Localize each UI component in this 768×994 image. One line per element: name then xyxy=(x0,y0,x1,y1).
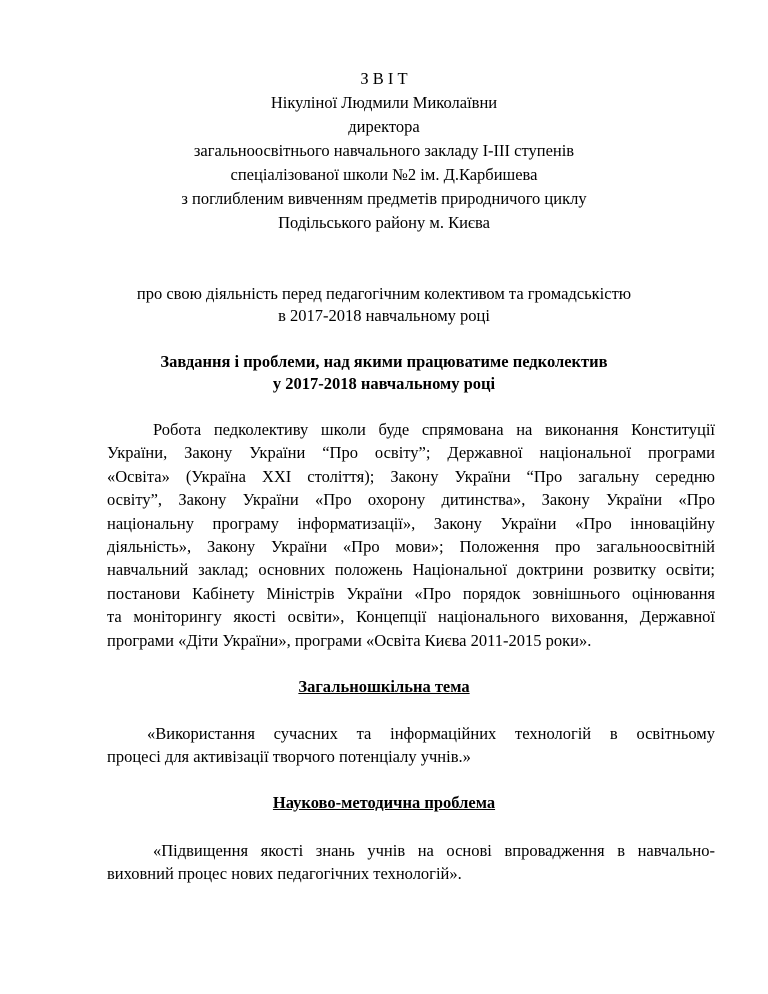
school-line-4: Подільського району м. Києва xyxy=(278,213,490,232)
paragraph-line: національну програму інформатизації», Закону України «Про інноваційну xyxy=(107,513,715,533)
paragraph-line: України, Закону України “Про освіту”; Державної національної програми xyxy=(107,443,715,463)
subtitle-line-1: про свою діяльність перед педагогічним колективом та громадськістю xyxy=(136,284,632,303)
paragraph-line: постанови Кабінету Міністрів України «Про порядок зовнішнього оцінювання xyxy=(107,583,715,603)
paragraph-line: «Освіта» (Україна ХХІ століття); Закону України “Про загальну середню xyxy=(107,466,715,486)
tasks-heading-line-2: у 2017-2018 навчальному році xyxy=(272,374,496,393)
methodical-problem-heading: Науково-методична проблема xyxy=(272,793,496,812)
report-title: З В І Т xyxy=(360,69,408,88)
school-line-2: спеціалізованої школи №2 ім. Д.Карбишева xyxy=(230,165,538,184)
school-theme-heading: Загальношкільна тема xyxy=(298,677,470,696)
school-line-1: загальноосвітнього навчального закладу І-ІІІ ступенів xyxy=(193,141,575,160)
school-theme-text xyxy=(107,722,715,769)
subtitle-line-2: в 2017-2018 навчальному році xyxy=(278,306,490,325)
author-name: Нікуліної Людмили Миколаївни xyxy=(270,93,498,112)
tasks-heading-line-1: Завдання і проблеми, над якими працюватиме педколектив xyxy=(160,352,608,371)
paragraph-line: освіту”, Закону України «Про охорону дитинства», Закону України «Про xyxy=(107,490,715,510)
paragraph-line: Робота педколективу школи буде спрямована на виконання Конституції xyxy=(153,420,715,439)
main-paragraph xyxy=(107,418,715,652)
school-line-3: з поглибленим вивченням предметів природничого циклу xyxy=(181,189,587,208)
theme-line: процесі для активізації творчого потенціалу учнів.» xyxy=(107,747,471,767)
paragraph-line: діяльність», Закону України «Про мови»; Положення про загальноосвітній xyxy=(107,536,715,556)
paragraph-line: навчальний заклад; основних положень Національної доктрини розвитку освіти; xyxy=(107,560,715,580)
theme-line: «Використання сучасних та інформаційних технологій в освітньому xyxy=(147,724,715,743)
problem-line: виховний процес нових педагогічних технологій». xyxy=(107,864,462,884)
author-position: директора xyxy=(348,117,420,136)
paragraph-line: програми «Діти України», програми «Освіта Києва 2011-2015 роки». xyxy=(107,630,592,650)
problem-line: «Підвищення якості знань учнів на основі впровадження в навчально- xyxy=(153,841,715,860)
methodical-problem-text xyxy=(107,839,715,886)
paragraph-line: та моніторингу якості освіти», Концепції національного виховання, Державної xyxy=(107,607,715,627)
